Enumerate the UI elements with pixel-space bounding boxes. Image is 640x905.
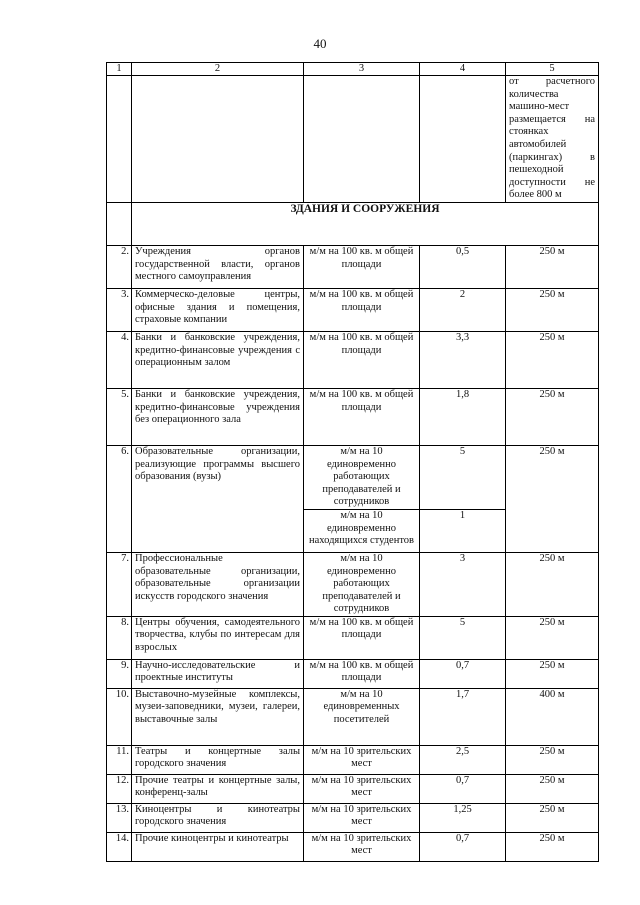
table-row xyxy=(107,388,599,445)
row-unit: м/м на 10 зрительских мест xyxy=(304,803,420,832)
row-number: 2. xyxy=(107,245,132,288)
table-row xyxy=(107,745,599,774)
header-cell-1: 1 xyxy=(107,63,132,76)
row-name: Научно-исследовательские и проектные институты xyxy=(132,659,304,688)
table-row xyxy=(107,774,599,803)
row-distance: 400 м xyxy=(506,688,599,745)
row-name: Киноцентры и кинотеатры городского значения xyxy=(132,803,304,832)
row-unit: м/м на 10 единовременных посетителей xyxy=(304,688,420,745)
row-number: 6. xyxy=(107,445,132,552)
continuation-row xyxy=(107,76,599,203)
header-cell-3: 3 xyxy=(304,63,420,76)
row-name: Коммерческо-деловые центры, офисные здания и помещения, страховые компании xyxy=(132,288,304,331)
row-unit: м/м на 100 кв. м общей площади xyxy=(304,388,420,445)
table-row xyxy=(107,331,599,388)
row-value: 2,5 xyxy=(420,745,506,774)
row-number: 13. xyxy=(107,803,132,832)
row-unit: м/м на 100 кв. м общей площади xyxy=(304,331,420,388)
page-number: 40 xyxy=(313,36,327,51)
row-name: Прочие киноцентры и кинотеатры xyxy=(132,832,304,861)
row-name: Выставочно-музейные комплексы, музеи-заповедники, музеи, галереи, выставочные залы xyxy=(132,688,304,745)
row-unit: м/м на 10 единовременно работающих преподавателей и сотрудников xyxy=(304,445,420,509)
section-row xyxy=(107,202,599,245)
row-name: Образовательные организации, реализующие программы высшего образования (вузы) xyxy=(132,445,304,552)
row-value: 3,3 xyxy=(420,331,506,388)
row-unit: м/м на 100 кв. м общей площади xyxy=(304,288,420,331)
row-value: 3 xyxy=(420,552,506,616)
row-unit: м/м на 10 единовременно работающих преподавателей и сотрудников xyxy=(304,552,420,616)
row-value: 1,25 xyxy=(420,803,506,832)
row-distance: 250 м xyxy=(506,288,599,331)
row-name: Профессиональные образовательные организации, образовательные организации искусств городского значения xyxy=(132,552,304,616)
table-row xyxy=(107,688,599,745)
row-name: Банки и банковские учреждения, кредитно-финансовые учреждения с операционным залом xyxy=(132,331,304,388)
table-row xyxy=(107,659,599,688)
header-cell-5: 5 xyxy=(506,63,599,76)
row-number: 10. xyxy=(107,688,132,745)
row-distance: 250 м xyxy=(506,445,599,552)
header-cell-2: 2 xyxy=(132,63,304,76)
row-name: Центры обучения, самодеятельного творчества, клубы по интересам для взрослых xyxy=(132,616,304,659)
section-title: ЗДАНИЯ И СООРУЖЕНИЯ xyxy=(132,202,599,245)
row-distance: 250 м xyxy=(506,774,599,803)
row-distance: 250 м xyxy=(506,388,599,445)
row-name: Прочие театры и концертные залы, конференц-залы xyxy=(132,774,304,803)
row-value-secondary: 1 xyxy=(420,509,506,552)
row-number: 14. xyxy=(107,832,132,861)
row-number: 3. xyxy=(107,288,132,331)
row-value: 2 xyxy=(420,288,506,331)
table-row xyxy=(107,552,599,616)
row-distance: 250 м xyxy=(506,245,599,288)
row-distance: 250 м xyxy=(506,552,599,616)
row-value: 0,7 xyxy=(420,774,506,803)
row-number: 11. xyxy=(107,745,132,774)
table-row xyxy=(107,245,599,288)
row-value: 0,7 xyxy=(420,659,506,688)
table-row xyxy=(107,288,599,331)
table-row xyxy=(107,832,599,861)
table-row xyxy=(107,445,599,509)
row-unit: м/м на 10 зрительских мест xyxy=(304,832,420,861)
row-number: 8. xyxy=(107,616,132,659)
row-number: 9. xyxy=(107,659,132,688)
row-distance: 250 м xyxy=(506,745,599,774)
continuation-note: от расчетного количества машино-мест размещается на стоянках автомобилей (паркингах) в пешеходной доступности не более 800 м xyxy=(506,76,599,203)
header-cell-4: 4 xyxy=(420,63,506,76)
row-number: 12. xyxy=(107,774,132,803)
norms-table xyxy=(106,62,599,862)
row-distance: 250 м xyxy=(506,331,599,388)
table-header-row xyxy=(107,63,599,76)
row-distance: 250 м xyxy=(506,659,599,688)
row-value: 5 xyxy=(420,616,506,659)
row-unit-secondary: м/м на 10 единовременно находящихся студентов xyxy=(304,509,420,552)
row-value: 1,7 xyxy=(420,688,506,745)
row-name: Учреждения органов государственной власти, органов местного самоуправления xyxy=(132,245,304,288)
table-row xyxy=(107,616,599,659)
row-unit: м/м на 10 зрительских мест xyxy=(304,774,420,803)
row-value: 0,5 xyxy=(420,245,506,288)
row-number: 5. xyxy=(107,388,132,445)
row-distance: 250 м xyxy=(506,803,599,832)
row-value: 0,7 xyxy=(420,832,506,861)
row-value: 1,8 xyxy=(420,388,506,445)
row-name: Театры и концертные залы городского значения xyxy=(132,745,304,774)
row-value: 5 xyxy=(420,445,506,509)
row-distance: 250 м xyxy=(506,832,599,861)
row-unit: м/м на 100 кв. м общей площади xyxy=(304,659,420,688)
row-distance: 250 м xyxy=(506,616,599,659)
table-row xyxy=(107,803,599,832)
row-number: 7. xyxy=(107,552,132,616)
row-unit: м/м на 10 зрительских мест xyxy=(304,745,420,774)
row-name: Банки и банковские учреждения, кредитно-финансовые учреждения без операционного зала xyxy=(132,388,304,445)
row-unit: м/м на 100 кв. м общей площади xyxy=(304,616,420,659)
row-number: 4. xyxy=(107,331,132,388)
row-unit: м/м на 100 кв. м общей площади xyxy=(304,245,420,288)
